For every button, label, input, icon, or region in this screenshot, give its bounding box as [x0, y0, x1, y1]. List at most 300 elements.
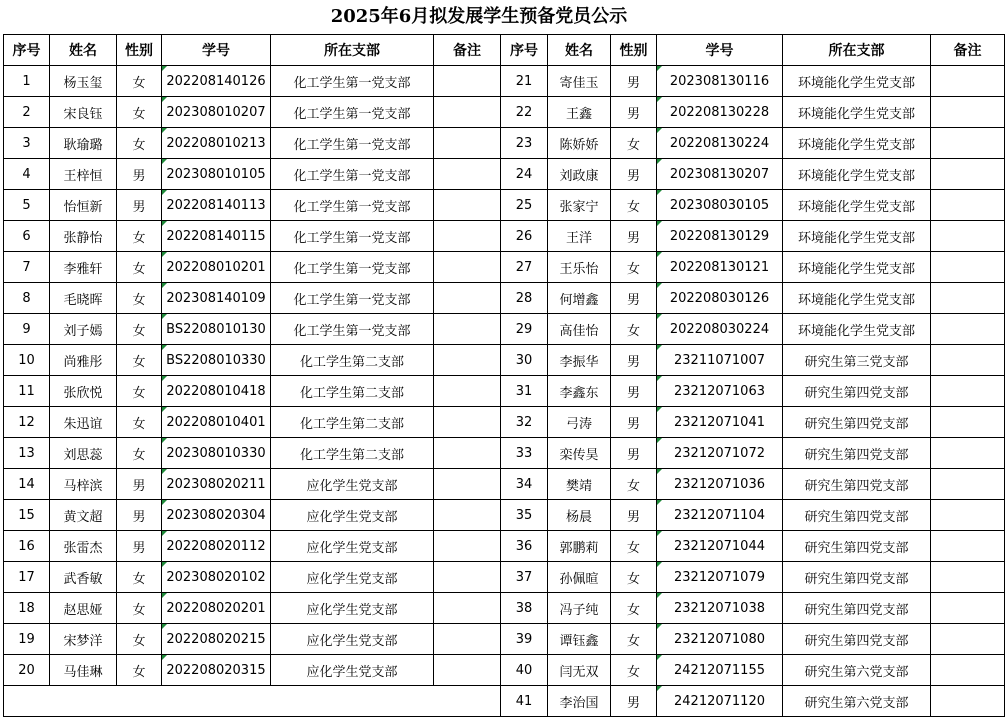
cell-gender — [117, 252, 162, 283]
cell-student-id-text: 202208130228 — [669, 104, 770, 120]
cell-name — [548, 97, 611, 128]
cell-marker-icon — [162, 407, 167, 412]
cell-marker-icon — [162, 221, 167, 226]
cell-branch — [271, 283, 434, 314]
cell-no-text: 7 — [22, 259, 31, 275]
cell-branch — [271, 97, 434, 128]
cell-name — [548, 128, 611, 159]
table-row — [4, 190, 1005, 221]
cell-name — [50, 593, 117, 624]
cell-branch — [783, 531, 931, 562]
cell-branch-text: 化工学生第一党支部 — [293, 75, 411, 91]
cell-name — [50, 159, 117, 190]
cell-student-id-text: 202208020112 — [166, 538, 266, 554]
cell-student-id-text: 202308140109 — [166, 290, 266, 306]
cell-branch-text: 研究生第六党支部 — [804, 695, 909, 711]
cell-no-text: 4 — [22, 166, 31, 182]
cell-branch-text: 化工学生第一党支部 — [293, 230, 411, 246]
cell-marker-icon — [657, 190, 662, 195]
cell-name — [548, 314, 611, 345]
cell-branch — [271, 345, 434, 376]
cell-name — [50, 66, 117, 97]
cell-no-text: 39 — [515, 631, 533, 647]
cell-branch — [783, 159, 931, 190]
cell-gender — [611, 314, 657, 345]
cell-student-id — [162, 624, 271, 655]
cell-no — [501, 686, 548, 717]
cell-name-text: 王洋 — [565, 230, 592, 246]
cell-branch-text: 研究生第四党支部 — [804, 509, 909, 525]
cell-name — [50, 624, 117, 655]
cell-student-id-text: 202308020102 — [166, 569, 266, 585]
cell-student-id — [657, 438, 783, 469]
cell-name-text: 宋梦洋 — [63, 633, 103, 649]
cell-student-id-text: 202208010213 — [166, 135, 266, 151]
cell-note — [931, 376, 1005, 407]
table-row — [4, 252, 1005, 283]
cell-name — [548, 190, 611, 221]
cell-name-text: 孙佩暄 — [559, 571, 599, 587]
cell-branch-text: 应化学生党支部 — [306, 602, 398, 618]
cell-no-text: 1 — [22, 73, 31, 89]
cell-gender — [117, 407, 162, 438]
cell-branch-text: 研究生第四党支部 — [804, 416, 909, 432]
table-row — [4, 469, 1005, 500]
cell-marker-icon — [162, 66, 167, 71]
cell-branch — [783, 469, 931, 500]
cell-name — [548, 283, 611, 314]
cell-branch-text: 应化学生党支部 — [306, 540, 398, 556]
cell-no-text: 34 — [515, 476, 533, 492]
cell-note — [931, 221, 1005, 252]
cell-marker-icon — [657, 283, 662, 288]
cell-branch — [271, 562, 434, 593]
cell-student-id — [657, 314, 783, 345]
cell-no — [4, 159, 50, 190]
table-row — [4, 438, 1005, 469]
cell-note — [434, 314, 501, 345]
cell-name-text: 武香敏 — [63, 571, 103, 587]
cell-student-id-text: 202208020215 — [166, 631, 266, 647]
cell-no — [4, 345, 50, 376]
cell-student-id-text: 24212071155 — [674, 662, 765, 678]
cell-no-text: 3 — [22, 135, 31, 151]
cell-gender-text: 男 — [626, 230, 640, 246]
cell-gender-text: 女 — [132, 261, 146, 277]
cell-marker-icon — [657, 593, 662, 598]
cell-note — [931, 252, 1005, 283]
cell-student-id — [657, 376, 783, 407]
cell-gender-text: 男 — [626, 509, 640, 525]
cell-gender-text: 男 — [626, 416, 640, 432]
cell-marker-icon — [657, 66, 662, 71]
cell-no — [501, 624, 548, 655]
cell-no-text: 28 — [515, 290, 533, 306]
cell-branch-text: 环境能化学生党支部 — [797, 168, 915, 184]
cell-student-id — [162, 438, 271, 469]
cell-branch-text: 环境能化学生党支部 — [797, 75, 915, 91]
cell-note — [931, 593, 1005, 624]
cell-name — [50, 469, 117, 500]
cell-marker-icon — [657, 376, 662, 381]
cell-marker-icon — [657, 128, 662, 133]
cell-student-id-text: 23211071007 — [674, 352, 765, 368]
cell-student-id-text: 23212071038 — [674, 600, 765, 616]
cell-branch — [783, 128, 931, 159]
cell-branch-text: 环境能化学生党支部 — [797, 323, 915, 339]
cell-student-id — [162, 500, 271, 531]
cell-name-text: 宋良钰 — [63, 106, 103, 122]
cell-no — [501, 66, 548, 97]
cell-student-id-text: 202208010401 — [166, 414, 266, 430]
cell-branch — [271, 190, 434, 221]
cell-branch — [271, 376, 434, 407]
cell-no — [501, 283, 548, 314]
cell-branch-text: 环境能化学生党支部 — [797, 292, 915, 308]
cell-branch-text: 化工学生第一党支部 — [293, 323, 411, 339]
cell-no-text: 8 — [22, 290, 31, 306]
cell-no-text: 5 — [22, 197, 31, 213]
cell-no — [501, 500, 548, 531]
cell-name-text: 马梓滨 — [63, 478, 103, 494]
cell-gender — [611, 376, 657, 407]
header-student-id: 学号 — [162, 35, 271, 66]
cell-no-text: 15 — [18, 507, 35, 523]
cell-name-text: 谭钰鑫 — [559, 633, 599, 649]
cell-student-id — [162, 128, 271, 159]
cell-student-id — [162, 531, 271, 562]
cell-no-text: 9 — [22, 321, 31, 337]
cell-student-id-text: 202308030105 — [669, 197, 770, 213]
cell-branch-text: 研究生第四党支部 — [804, 385, 909, 401]
table-row — [4, 562, 1005, 593]
header-note: 备注 — [434, 35, 501, 66]
cell-note — [931, 314, 1005, 345]
cell-name — [548, 500, 611, 531]
cell-name-text: 杨玉玺 — [63, 75, 103, 91]
cell-gender-text: 女 — [132, 571, 146, 587]
cell-branch-text: 应化学生党支部 — [306, 633, 398, 649]
cell-gender — [117, 376, 162, 407]
cell-no — [4, 128, 50, 159]
cell-no-text: 18 — [18, 600, 35, 616]
table-row — [4, 407, 1005, 438]
cell-no — [4, 283, 50, 314]
cell-gender — [611, 655, 657, 686]
cell-note — [434, 345, 501, 376]
cell-note — [434, 97, 501, 128]
cell-no-text: 11 — [18, 383, 35, 399]
cell-gender — [117, 562, 162, 593]
cell-gender — [117, 500, 162, 531]
cell-no-text: 32 — [515, 414, 533, 430]
cell-student-id-text: 23212071044 — [674, 538, 765, 554]
cell-name-text: 王乐怡 — [559, 261, 599, 277]
cell-gender-text: 男 — [626, 385, 640, 401]
cell-branch-text: 化工学生第一党支部 — [293, 199, 411, 215]
cell-branch-text: 化工学生第二支部 — [299, 385, 404, 401]
cell-branch — [271, 438, 434, 469]
cell-branch — [271, 159, 434, 190]
cell-no — [4, 469, 50, 500]
cell-branch-text: 研究生第四党支部 — [804, 447, 909, 463]
cell-branch — [271, 655, 434, 686]
cell-gender-text: 女 — [626, 602, 640, 618]
cell-name-text: 高佳怡 — [559, 323, 599, 339]
cell-student-id-text: 202208020315 — [166, 662, 266, 678]
cell-note — [434, 624, 501, 655]
table-row — [4, 221, 1005, 252]
cell-name-text: 王梓恒 — [63, 168, 103, 184]
cell-gender — [117, 190, 162, 221]
cell-no — [501, 593, 548, 624]
cell-marker-icon — [657, 345, 662, 350]
cell-student-id — [162, 469, 271, 500]
cell-note — [434, 221, 501, 252]
cell-gender-text: 女 — [626, 199, 640, 215]
cell-student-id-text: 202208030126 — [669, 290, 770, 306]
cell-no-text: 20 — [18, 662, 35, 678]
cell-branch-text: 环境能化学生党支部 — [797, 106, 915, 122]
cell-student-id — [162, 407, 271, 438]
cell-branch — [271, 624, 434, 655]
cell-name — [548, 562, 611, 593]
cell-no — [501, 159, 548, 190]
cell-gender — [611, 159, 657, 190]
cell-gender-text: 女 — [132, 416, 146, 432]
cell-marker-icon — [162, 128, 167, 133]
cell-no — [501, 655, 548, 686]
cell-branch-text: 化工学生第二支部 — [299, 354, 404, 370]
cell-name-text: 朱迅谊 — [63, 416, 103, 432]
cell-student-id-text: 202208140126 — [166, 73, 266, 89]
cell-no — [4, 252, 50, 283]
cell-no — [4, 531, 50, 562]
cell-student-id — [162, 314, 271, 345]
cell-name-text: 弓涛 — [565, 416, 592, 432]
cell-student-id — [657, 128, 783, 159]
cell-student-id-text: 202308010105 — [166, 166, 266, 182]
cell-gender — [611, 500, 657, 531]
cell-student-id — [162, 655, 271, 686]
page-title: 2025年6月拟发展学生预备党员公示 — [330, 6, 628, 27]
cell-marker-icon — [657, 252, 662, 257]
cell-name — [50, 190, 117, 221]
cell-name-text: 王鑫 — [565, 106, 592, 122]
cell-student-id-text: 24212071120 — [674, 693, 765, 709]
cell-marker-icon — [162, 655, 167, 660]
cell-name — [50, 283, 117, 314]
cell-gender-text: 女 — [626, 478, 640, 494]
cell-gender-text: 女 — [132, 385, 146, 401]
cell-student-id — [657, 190, 783, 221]
cell-no — [501, 252, 548, 283]
cell-gender — [611, 97, 657, 128]
table-row — [4, 128, 1005, 159]
cell-name — [548, 624, 611, 655]
cell-name — [50, 128, 117, 159]
cell-student-id-text: 202308010330 — [166, 445, 266, 461]
cell-student-id-text: 23212071104 — [674, 507, 765, 523]
table-row — [4, 159, 1005, 190]
header-note: 备注 — [931, 35, 1005, 66]
cell-marker-icon — [162, 159, 167, 164]
table-row — [4, 376, 1005, 407]
cell-gender — [117, 345, 162, 376]
table-row — [4, 283, 1005, 314]
cell-name — [50, 221, 117, 252]
cell-student-id-text: BS2208010130 — [166, 321, 266, 337]
cell-student-id-text: 202208010201 — [166, 259, 266, 275]
cell-gender — [611, 562, 657, 593]
cell-no-text: 12 — [18, 414, 35, 430]
cell-name — [50, 97, 117, 128]
cell-gender-text: 女 — [132, 633, 146, 649]
cell-branch-text: 化工学生第一党支部 — [293, 292, 411, 308]
cell-branch — [783, 314, 931, 345]
cell-marker-icon — [162, 438, 167, 443]
cell-gender-text: 女 — [132, 137, 146, 153]
header-gender: 性别 — [611, 35, 657, 66]
cell-gender — [117, 593, 162, 624]
cell-student-id-text: BS2208010330 — [166, 352, 266, 368]
cell-student-id — [162, 97, 271, 128]
cell-marker-icon — [657, 159, 662, 164]
cell-name — [548, 345, 611, 376]
cell-note — [434, 531, 501, 562]
cell-gender-text: 男 — [626, 354, 640, 370]
cell-note — [931, 438, 1005, 469]
cell-note — [931, 97, 1005, 128]
cell-no — [501, 345, 548, 376]
cell-gender — [117, 97, 162, 128]
header-name: 姓名 — [548, 35, 611, 66]
cell-name-text: 尚雅彤 — [63, 354, 103, 370]
header-gender: 性别 — [117, 35, 162, 66]
cell-no-text: 25 — [515, 197, 533, 213]
cell-name — [548, 469, 611, 500]
cell-note — [931, 66, 1005, 97]
header-no: 序号 — [4, 35, 50, 66]
cell-branch-text: 环境能化学生党支部 — [797, 199, 915, 215]
cell-name-text: 栾传昊 — [559, 447, 599, 463]
cell-student-id — [657, 531, 783, 562]
cell-no-text: 19 — [18, 631, 35, 647]
cell-student-id — [657, 469, 783, 500]
cell-branch — [271, 252, 434, 283]
table-row — [4, 624, 1005, 655]
cell-gender-text: 男 — [132, 509, 146, 525]
cell-name — [548, 686, 611, 717]
cell-gender — [117, 655, 162, 686]
cell-name — [50, 531, 117, 562]
cell-branch — [271, 221, 434, 252]
cell-name-text: 马佳琳 — [63, 664, 103, 680]
cell-gender — [117, 128, 162, 159]
cell-no-text: 6 — [22, 228, 31, 244]
cell-gender-text: 男 — [626, 168, 640, 184]
cell-no — [4, 438, 50, 469]
cell-marker-icon — [162, 531, 167, 536]
cell-branch — [783, 686, 931, 717]
cell-marker-icon — [657, 500, 662, 505]
cell-marker-icon — [162, 190, 167, 195]
cell-name-text: 李治国 — [559, 695, 599, 711]
cell-no — [501, 438, 548, 469]
cell-gender-text: 女 — [132, 354, 146, 370]
cell-gender — [117, 531, 162, 562]
cell-gender-text: 女 — [626, 571, 640, 587]
cell-no-text: 38 — [515, 600, 533, 616]
cell-branch — [783, 97, 931, 128]
cell-student-id-text: 23212071072 — [674, 445, 765, 461]
cell-student-id — [657, 500, 783, 531]
cell-student-id — [657, 655, 783, 686]
cell-no — [501, 97, 548, 128]
cell-gender — [611, 531, 657, 562]
cell-gender-text: 女 — [132, 75, 146, 91]
cell-student-id-text: 202208130224 — [669, 135, 770, 151]
roster-table — [3, 34, 1005, 717]
cell-name-text: 刘子嫣 — [63, 323, 103, 339]
cell-student-id-text: 23212071079 — [674, 569, 765, 585]
cell-gender — [611, 438, 657, 469]
cell-no — [4, 624, 50, 655]
header-name: 姓名 — [50, 35, 117, 66]
cell-gender-text: 女 — [626, 323, 640, 339]
cell-student-id — [657, 159, 783, 190]
cell-name — [50, 376, 117, 407]
cell-student-id — [657, 624, 783, 655]
cell-branch — [783, 624, 931, 655]
cell-note — [434, 66, 501, 97]
cell-branch — [783, 190, 931, 221]
cell-student-id — [657, 283, 783, 314]
table-row — [4, 593, 1005, 624]
cell-gender-text: 女 — [132, 230, 146, 246]
cell-note — [434, 593, 501, 624]
cell-branch-text: 研究生第四党支部 — [804, 633, 909, 649]
cell-student-id-text: 202308130116 — [669, 73, 770, 89]
cell-branch — [271, 531, 434, 562]
cell-branch — [783, 345, 931, 376]
cell-branch-text: 研究生第三党支部 — [804, 354, 909, 370]
cell-gender — [611, 686, 657, 717]
table-row — [4, 686, 1005, 717]
cell-name-text: 黄文超 — [63, 509, 103, 525]
cell-student-id-text: 202208020201 — [166, 600, 266, 616]
cell-marker-icon — [162, 562, 167, 567]
cell-marker-icon — [162, 593, 167, 598]
header-branch: 所在支部 — [271, 35, 434, 66]
cell-student-id-text: 202208130121 — [669, 259, 770, 275]
cell-student-id — [657, 345, 783, 376]
cell-no-text: 10 — [18, 352, 35, 368]
cell-no-text: 21 — [515, 73, 533, 89]
cell-no-text: 29 — [515, 321, 533, 337]
cell-name — [50, 252, 117, 283]
cell-gender-text: 男 — [132, 540, 146, 556]
cell-branch — [783, 500, 931, 531]
cell-gender — [611, 593, 657, 624]
cell-note — [931, 500, 1005, 531]
cell-student-id — [657, 252, 783, 283]
cell-note — [931, 190, 1005, 221]
cell-no — [4, 314, 50, 345]
cell-note — [434, 407, 501, 438]
cell-marker-icon — [657, 97, 662, 102]
cell-name — [50, 314, 117, 345]
